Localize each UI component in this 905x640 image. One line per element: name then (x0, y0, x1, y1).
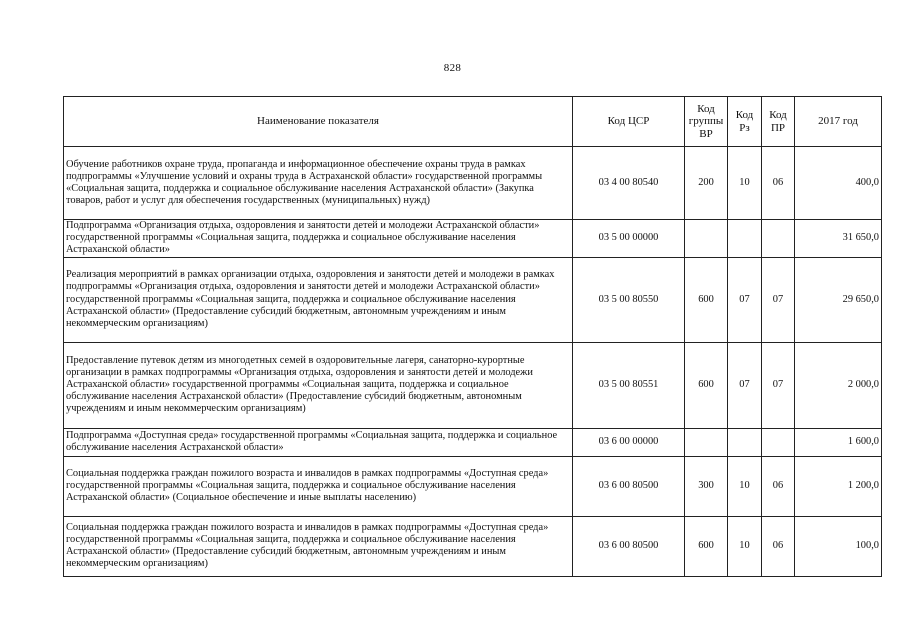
row-amount: 400,0 (795, 147, 882, 220)
row-csr-code: 03 5 00 80550 (573, 257, 685, 342)
row-name: Социальная поддержка граждан пожилого возраста и инвалидов в рамках подпрограммы «Доступная среда» государственной программы «Социальная защита, поддержка и социальное обслуживание населения Астраханской области» (Социальное обеспечение и иные выплаты населению) (64, 456, 573, 516)
row-name: Подпрограмма «Доступная среда» государственной программы «Социальная защита, поддержка и социальное обслуживание населения Астраханской области» (64, 428, 573, 456)
row-name: Обучение работников охране труда, пропаганда и информационное обеспечение охраны труда в рамках подпрограммы «Улучшение условий и охраны труда в Астраханской области» государственной программы «Социальная защита, поддержка и социальное обслуживание населения Астраханской области» (Закупка товаров, работ и услуг для обеспечения государственных (муниципальных) нужд) (64, 147, 573, 220)
header-pr-code: Код ПР (762, 97, 795, 147)
row-pr-code: 06 (762, 456, 795, 516)
row-rz-code (728, 220, 762, 258)
row-vr-code: 600 (685, 516, 728, 576)
row-rz-code: 10 (728, 147, 762, 220)
row-name: Предоставление путевок детям из многодетных семей в оздоровительные лагеря, санаторно-курортные организации в рамках подпрограммы «Организация отдыха, оздоровления и занятости детей и молодежи Астраханской области» государственной программы «Социальная защита, поддержка и социальное обслуживание населения Астраханской области» (Предоставление субсидий бюджетным, автономным учреждениям и иным некоммерческим организациям) (64, 342, 573, 428)
row-vr-code: 600 (685, 342, 728, 428)
budget-table (63, 96, 882, 577)
row-csr-code: 03 6 00 80500 (573, 516, 685, 576)
row-pr-code: 07 (762, 257, 795, 342)
row-csr-code: 03 6 00 00000 (573, 428, 685, 456)
row-rz-code: 10 (728, 516, 762, 576)
row-vr-code: 200 (685, 147, 728, 220)
page-number: 828 (443, 62, 462, 74)
table-row (64, 456, 882, 516)
row-pr-code (762, 220, 795, 258)
row-vr-code: 300 (685, 456, 728, 516)
row-rz-code: 10 (728, 456, 762, 516)
row-rz-code: 07 (728, 342, 762, 428)
table-row (64, 428, 882, 456)
row-pr-code: 06 (762, 147, 795, 220)
row-amount: 1 200,0 (795, 456, 882, 516)
table-row (64, 257, 882, 342)
table-row (64, 147, 882, 220)
header-rz-code: Код Рз (728, 97, 762, 147)
row-name: Подпрограмма «Организация отдыха, оздоровления и занятости детей и молодежи Астраханской области» государственной программы «Социальная защита, поддержка и социальное обслуживание населения Астраханской области» (64, 220, 573, 258)
row-amount: 100,0 (795, 516, 882, 576)
row-rz-code: 07 (728, 257, 762, 342)
header-year: 2017 год (795, 97, 882, 147)
header-name: Наименование показателя (64, 97, 573, 147)
row-pr-code (762, 428, 795, 456)
row-name: Реализация мероприятий в рамках организации отдыха, оздоровления и занятости детей и молодежи в рамках подпрограммы «Организация отдыха, оздоровления и занятости детей и молодежи Астраханской области» государственной программы «Социальная защита, поддержка и социальное обслуживание населения Астраханской области» (Предоставление субсидий бюджетным, автономным учреждениям и иным некоммерческим организациям) (64, 257, 573, 342)
row-vr-code (685, 220, 728, 258)
row-csr-code: 03 5 00 80551 (573, 342, 685, 428)
row-name: Социальная поддержка граждан пожилого возраста и инвалидов в рамках подпрограммы «Доступная среда» государственной программы «Социальная защита, поддержка и социальное обслуживание населения Астраханской области» (Предоставление субсидий бюджетным, автономным учреждениям и иным некоммерческим организациям) (64, 516, 573, 576)
row-vr-code (685, 428, 728, 456)
row-amount: 31 650,0 (795, 220, 882, 258)
row-pr-code: 06 (762, 516, 795, 576)
row-amount: 1 600,0 (795, 428, 882, 456)
header-csr-code: Код ЦСР (573, 97, 685, 147)
table-header-row (64, 97, 882, 147)
row-amount: 2 000,0 (795, 342, 882, 428)
row-rz-code (728, 428, 762, 456)
row-amount: 29 650,0 (795, 257, 882, 342)
table-row (64, 516, 882, 576)
table-row (64, 342, 882, 428)
row-csr-code: 03 5 00 00000 (573, 220, 685, 258)
row-csr-code: 03 4 00 80540 (573, 147, 685, 220)
row-vr-code: 600 (685, 257, 728, 342)
row-csr-code: 03 6 00 80500 (573, 456, 685, 516)
header-vr-code: Код группы ВР (685, 97, 728, 147)
table-row (64, 220, 882, 258)
row-pr-code: 07 (762, 342, 795, 428)
